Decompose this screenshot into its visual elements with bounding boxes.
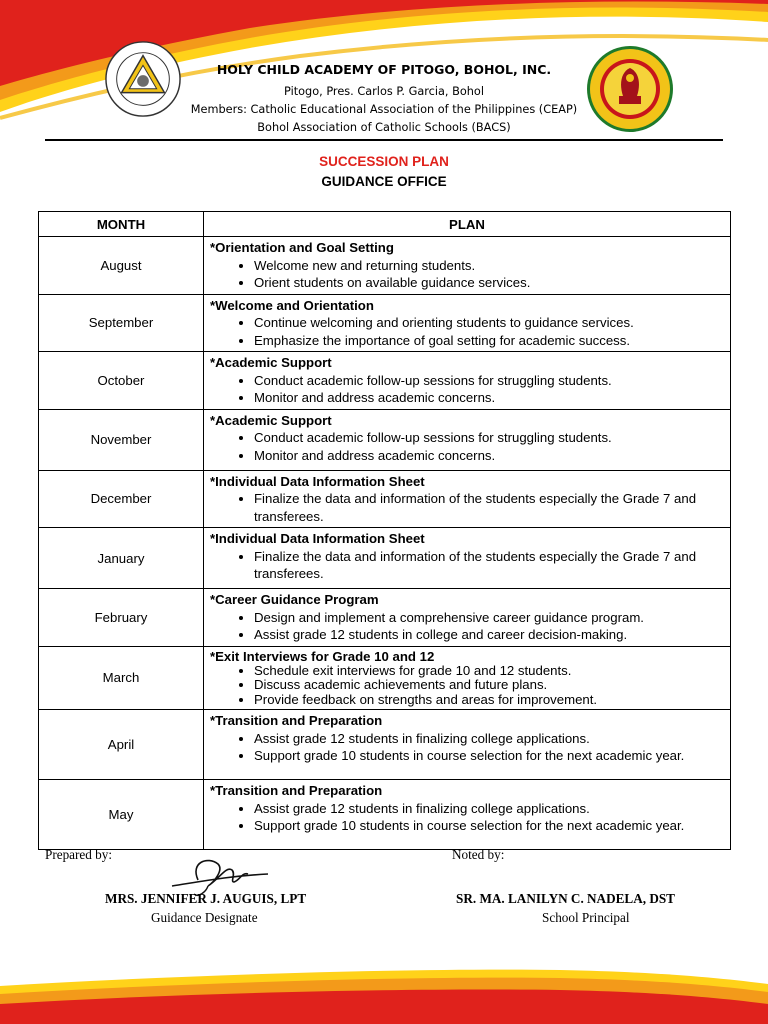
- plan-item: • Orient students on available guidance services.: [254, 274, 724, 292]
- table-row: [39, 646, 731, 710]
- month-cell: January: [39, 528, 204, 589]
- plan-item: • Emphasize the importance of goal setting for academic success.: [254, 332, 724, 350]
- plan-cell: [204, 470, 731, 528]
- plan-cell: [204, 237, 731, 295]
- month-cell: March: [39, 646, 204, 710]
- plan-item: • Finalize the data and information of the students especially the Grade 7 and transferees.: [254, 548, 724, 583]
- table-row: [39, 294, 731, 352]
- col-month-header: MONTH: [39, 212, 204, 237]
- table-row: [39, 470, 731, 528]
- month-cell: April: [39, 710, 204, 780]
- month-cell: February: [39, 589, 204, 647]
- month-cell: September: [39, 294, 204, 352]
- noted-by-label: Noted by:: [452, 847, 505, 862]
- plan-item: • Assist grade 12 students in finalizing college applications.: [254, 800, 724, 818]
- month-cell: May: [39, 780, 204, 850]
- plan-item: • Discuss academic achievements and future plans.: [254, 678, 724, 693]
- prepared-by-role: Guidance Designate: [151, 910, 258, 925]
- month-cell: August: [39, 237, 204, 295]
- table-row: [39, 528, 731, 589]
- plan-item: • Welcome new and returning students.: [254, 257, 724, 275]
- document-title: SUCCESSION PLAN: [319, 154, 449, 169]
- letterhead: [160, 62, 608, 137]
- month-cell: November: [39, 409, 204, 470]
- plan-item: • Provide feedback on strengths and areas for improvement.: [254, 693, 724, 708]
- plan-heading: *Career Guidance Program: [210, 592, 379, 607]
- school-address: Pitogo, Pres. Carlos P. Garcia, Bohol: [284, 85, 484, 98]
- school-members: Members: Catholic Educational Association of the Philippines (CEAP): [190, 103, 578, 116]
- table-row: [39, 237, 731, 295]
- plan-heading: *Transition and Preparation: [210, 783, 383, 798]
- document-subtitle: GUIDANCE OFFICE: [321, 174, 447, 189]
- succession-plan-table: [38, 211, 731, 850]
- plan-cell: [204, 294, 731, 352]
- header-divider: [45, 139, 723, 141]
- plan-heading: *Transition and Preparation: [210, 713, 383, 728]
- plan-heading: *Welcome and Orientation: [210, 297, 374, 313]
- table-row: [39, 710, 731, 780]
- plan-heading: *Exit Interviews for Grade 10 and 12: [210, 648, 435, 664]
- col-plan-header: PLAN: [204, 212, 731, 237]
- plan-item: • Conduct academic follow-up sessions for struggling students.: [254, 429, 724, 447]
- noted-by-role: School Principal: [542, 910, 630, 925]
- month-cell: October: [39, 352, 204, 410]
- table-header-row: [39, 212, 731, 237]
- school-association: Bohol Association of Catholic Schools (BACS): [257, 121, 511, 134]
- table-row: [39, 352, 731, 410]
- plan-item: • Monitor and address academic concerns.: [254, 389, 724, 407]
- table-row: [39, 780, 731, 850]
- footer-swoosh: [0, 944, 768, 1024]
- plan-heading: *Individual Data Information Sheet: [210, 473, 425, 489]
- plan-item: • Monitor and address academic concerns.: [254, 447, 724, 465]
- plan-item: • Assist grade 12 students in finalizing college applications.: [254, 730, 724, 748]
- plan-cell: [204, 710, 731, 780]
- plan-item: • Conduct academic follow-up sessions for struggling students.: [254, 372, 724, 390]
- plan-item: • Support grade 10 students in course selection for the next academic year.: [254, 747, 724, 765]
- school-name: HOLY CHILD ACADEMY OF PITOGO, BOHOL, INC.: [216, 62, 552, 77]
- plan-cell: [204, 780, 731, 850]
- plan-cell: [204, 528, 731, 589]
- plan-heading: *Individual Data Information Sheet: [210, 531, 425, 546]
- noted-by-name: SR. MA. LANILYN C. NADELA, DST: [456, 891, 675, 906]
- table-row: [39, 589, 731, 647]
- plan-heading: *Academic Support: [210, 355, 332, 370]
- plan-item: • Assist grade 12 students in college and career decision-making.: [254, 626, 724, 644]
- plan-cell: [204, 409, 731, 470]
- plan-item: • Finalize the data and information of the students especially the Grade 7 and transferees.: [254, 490, 724, 525]
- plan-item: • Schedule exit interviews for grade 10 and 12 students.: [254, 664, 724, 679]
- plan-heading: *Academic Support: [210, 412, 332, 428]
- prepared-by-label: Prepared by:: [45, 847, 113, 862]
- plan-cell: [204, 589, 731, 647]
- plan-item: • Support grade 10 students in course selection for the next academic year.: [254, 817, 724, 835]
- table-row: [39, 409, 731, 470]
- plan-heading: *Orientation and Goal Setting: [210, 240, 394, 255]
- plan-item: • Design and implement a comprehensive career guidance program.: [254, 609, 724, 627]
- plan-cell: [204, 352, 731, 410]
- prepared-by-name: MRS. JENNIFER J. AUGUIS, LPT: [105, 891, 307, 906]
- plan-item: • Continue welcoming and orienting students to guidance services.: [254, 314, 724, 332]
- month-cell: December: [39, 470, 204, 528]
- plan-cell: [204, 646, 731, 710]
